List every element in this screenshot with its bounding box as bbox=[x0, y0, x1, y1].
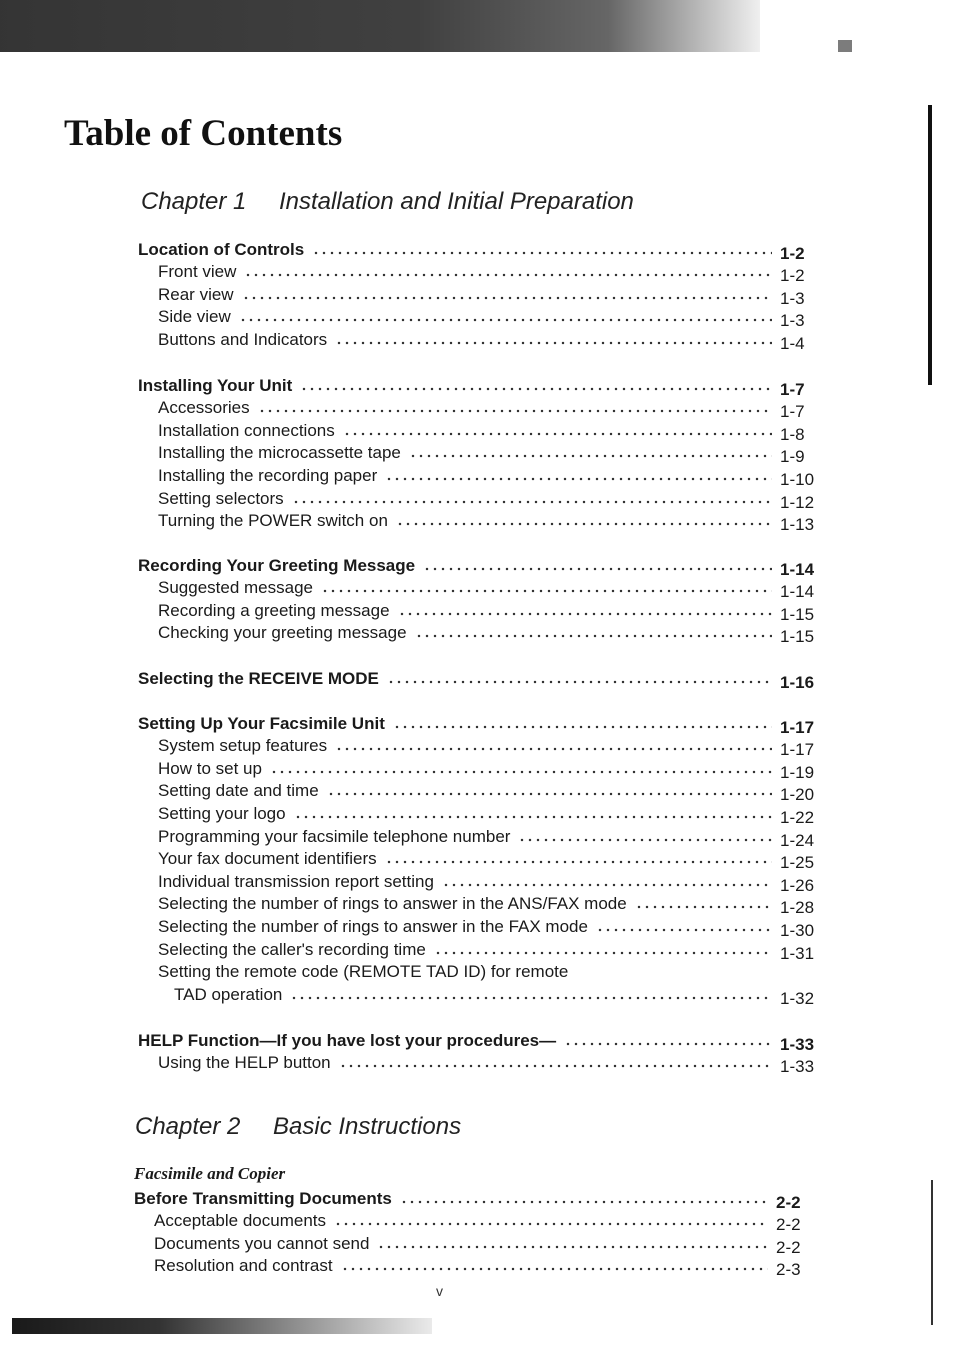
toc-entry[interactable] bbox=[138, 779, 828, 805]
toc-label: Installation connections bbox=[158, 420, 335, 440]
toc-entry[interactable] bbox=[138, 1051, 828, 1077]
chapter-2-heading bbox=[135, 1113, 835, 1141]
toc-label: Recording a greeting message bbox=[158, 600, 390, 620]
leader-dots bbox=[270, 763, 772, 775]
toc-entry[interactable] bbox=[138, 960, 828, 983]
toc-page: 1-12 bbox=[780, 492, 815, 512]
toc-entry[interactable] bbox=[138, 441, 828, 467]
toc-section-location-of-controls bbox=[138, 237, 828, 353]
leader-dots bbox=[327, 785, 772, 797]
leader-dots bbox=[442, 876, 772, 888]
toc-section-recording-greeting bbox=[138, 553, 828, 647]
toc-heading[interactable] bbox=[138, 553, 828, 579]
toc-page: 1-32 bbox=[780, 988, 815, 1008]
toc-label: Resolution and contrast bbox=[154, 1256, 333, 1276]
toc-label: Rear view bbox=[158, 284, 234, 304]
toc-label: Your fax document identifiers bbox=[158, 849, 377, 869]
leader-dots bbox=[334, 1215, 768, 1227]
toc-label: Front view bbox=[158, 262, 237, 282]
toc-label: Individual transmission report setting bbox=[158, 871, 434, 891]
chapter-number: Chapter 2 bbox=[135, 1113, 241, 1140]
toc-page: 1-25 bbox=[780, 853, 815, 873]
toc-entry[interactable] bbox=[138, 463, 828, 489]
toc-page: 1-7 bbox=[780, 402, 805, 422]
toc-entry-continuation[interactable] bbox=[138, 982, 828, 1008]
toc-label: Selecting the RECEIVE MODE bbox=[138, 668, 379, 688]
toc-page: 1-15 bbox=[780, 604, 815, 624]
leader-dots bbox=[409, 447, 772, 459]
toc-page: 1-7 bbox=[780, 379, 805, 399]
leader-dots bbox=[518, 831, 772, 843]
toc-label: Accessories bbox=[158, 398, 250, 418]
toc-page: 1-17 bbox=[780, 717, 815, 737]
leader-dots bbox=[396, 515, 772, 527]
leader-dots bbox=[321, 582, 772, 594]
toc-label: Location of Controls bbox=[138, 239, 305, 259]
leader-dots bbox=[385, 853, 772, 865]
toc-label: Setting your logo bbox=[158, 803, 286, 823]
leader-dots bbox=[339, 1057, 772, 1069]
toc-page: 1-8 bbox=[780, 424, 805, 444]
toc-label: Before Transmitting Documents bbox=[134, 1188, 392, 1208]
leader-dots bbox=[398, 605, 772, 617]
toc-page: 1-30 bbox=[780, 920, 815, 940]
toc-entry[interactable] bbox=[138, 305, 828, 331]
toc-label: Setting selectors bbox=[158, 488, 284, 508]
toc-page: 1-14 bbox=[780, 582, 815, 602]
toc-section-installing-your-unit bbox=[138, 373, 828, 535]
toc-heading[interactable] bbox=[138, 237, 828, 263]
toc-heading[interactable] bbox=[138, 373, 828, 399]
toc-page: 1-3 bbox=[780, 288, 805, 308]
leader-dots bbox=[385, 470, 772, 482]
scan-mark bbox=[838, 40, 852, 52]
scan-edge-top bbox=[0, 0, 760, 52]
chapter-1-heading bbox=[141, 188, 841, 216]
toc-page: 1-28 bbox=[780, 898, 815, 918]
toc-label: Installing Your Unit bbox=[138, 375, 293, 395]
leader-dots bbox=[343, 425, 772, 437]
toc-entry[interactable] bbox=[134, 1209, 824, 1235]
toc-label: How to set up bbox=[158, 758, 262, 778]
chapter-number: Chapter 1 bbox=[141, 188, 247, 215]
toc-page: 1-26 bbox=[780, 875, 815, 895]
toc-entry[interactable] bbox=[138, 847, 828, 873]
toc-page: 1-10 bbox=[780, 469, 815, 489]
toc-page: 1-19 bbox=[780, 762, 815, 782]
leader-dots bbox=[393, 718, 772, 730]
toc-page: 1-14 bbox=[780, 559, 815, 579]
toc-label: Installing the recording paper bbox=[158, 465, 378, 485]
toc-entry[interactable] bbox=[138, 576, 828, 602]
toc-heading[interactable] bbox=[138, 1028, 828, 1054]
leader-dots bbox=[335, 334, 772, 346]
toc-page: 1-22 bbox=[780, 807, 815, 827]
toc-page: 1-24 bbox=[780, 830, 815, 850]
toc-label: Checking your greeting message bbox=[158, 623, 407, 643]
toc-entry[interactable] bbox=[138, 801, 828, 827]
toc-entry[interactable] bbox=[138, 756, 828, 782]
toc-label: Documents you cannot send bbox=[154, 1233, 370, 1253]
section-subheading: Facsimile and Copier bbox=[134, 1164, 286, 1183]
toc-heading[interactable] bbox=[138, 711, 828, 737]
toc-label: Selecting the number of rings to answer in the ANS/FAX mode bbox=[158, 894, 627, 914]
toc-label: Buttons and Indicators bbox=[158, 329, 328, 349]
toc-label: Selecting the caller's recording time bbox=[158, 939, 426, 959]
leader-dots bbox=[415, 627, 772, 639]
toc-heading[interactable] bbox=[138, 666, 828, 692]
leader-dots bbox=[635, 898, 772, 910]
toc-page: 1-4 bbox=[780, 333, 805, 353]
toc-label: Side view bbox=[158, 307, 231, 327]
toc-entry[interactable] bbox=[138, 824, 828, 850]
leader-dots bbox=[290, 989, 772, 1001]
toc-entry[interactable] bbox=[138, 260, 828, 286]
toc-label: Recording Your Greeting Message bbox=[138, 555, 416, 575]
toc-label: Suggested message bbox=[158, 578, 313, 598]
scan-edge-bottom bbox=[12, 1318, 432, 1334]
toc-entry[interactable] bbox=[138, 486, 828, 512]
toc-page: 1-9 bbox=[780, 447, 805, 467]
toc-page: 1-16 bbox=[780, 672, 815, 692]
toc-page: 1-33 bbox=[780, 1034, 815, 1054]
toc-label: Selecting the number of rings to answer in the FAX mode bbox=[158, 916, 588, 936]
toc-label: Using the HELP button bbox=[158, 1053, 331, 1073]
leader-dots bbox=[258, 402, 772, 414]
toc-page: 1-2 bbox=[780, 266, 805, 286]
toc-label: TAD operation bbox=[174, 984, 283, 1004]
toc-entry[interactable] bbox=[138, 396, 828, 422]
leader-dots bbox=[294, 808, 772, 820]
toc-page: 2-2 bbox=[776, 1192, 801, 1212]
leader-dots bbox=[400, 1193, 768, 1205]
toc-page: 1-3 bbox=[780, 311, 805, 331]
toc-entry[interactable] bbox=[138, 869, 828, 895]
toc-entry[interactable] bbox=[138, 892, 828, 918]
toc-entry[interactable] bbox=[138, 914, 828, 940]
chapter-title: Installation and Initial Preparation bbox=[279, 188, 634, 215]
toc-page: 2-2 bbox=[776, 1215, 801, 1235]
toc-entry[interactable] bbox=[138, 418, 828, 444]
toc-entry[interactable] bbox=[138, 327, 828, 353]
leader-dots bbox=[377, 1238, 768, 1250]
toc-entry[interactable] bbox=[138, 734, 828, 760]
toc-page: 1-20 bbox=[780, 785, 815, 805]
toc-label: Installing the microcassette tape bbox=[158, 443, 401, 463]
page-title: Table of Contents bbox=[64, 113, 343, 154]
leader-dots bbox=[239, 311, 772, 323]
leader-dots bbox=[244, 266, 772, 278]
leader-dots bbox=[387, 673, 772, 685]
leader-dots bbox=[292, 493, 772, 505]
leader-dots bbox=[242, 289, 772, 301]
toc-label: Programming your facsimile telephone number bbox=[158, 826, 511, 846]
toc-heading[interactable] bbox=[134, 1186, 824, 1212]
leader-dots bbox=[564, 1035, 772, 1047]
toc-entry[interactable] bbox=[138, 621, 828, 647]
toc-entry[interactable] bbox=[138, 509, 828, 535]
toc-entry[interactable] bbox=[138, 282, 828, 308]
toc-label: Setting date and time bbox=[158, 781, 319, 801]
toc-entry[interactable] bbox=[138, 598, 828, 624]
toc-page: 1-17 bbox=[780, 740, 815, 760]
toc-label: Acceptable documents bbox=[154, 1211, 326, 1231]
toc-entry[interactable] bbox=[138, 937, 828, 963]
toc-label: Turning the POWER switch on bbox=[158, 511, 388, 531]
leader-dots bbox=[596, 921, 772, 933]
toc-section-before-transmitting bbox=[134, 1164, 824, 1280]
toc-page: 2-3 bbox=[776, 1260, 801, 1280]
toc-label: Setting the remote code (REMOTE TAD ID) for remote bbox=[158, 962, 569, 982]
toc-section-receive-mode bbox=[138, 666, 828, 692]
toc-page: 1-15 bbox=[780, 627, 815, 647]
footer-page-number: v bbox=[436, 1283, 443, 1299]
toc-page: 1-31 bbox=[780, 943, 815, 963]
toc-label: System setup features bbox=[158, 736, 328, 756]
leader-dots bbox=[434, 944, 772, 956]
toc-entry[interactable] bbox=[134, 1231, 824, 1257]
leader-dots bbox=[335, 740, 772, 752]
leader-dots bbox=[312, 244, 772, 256]
leader-dots bbox=[423, 560, 772, 572]
toc-entry[interactable] bbox=[134, 1254, 824, 1280]
toc-label: HELP Function—If you have lost your procedures— bbox=[138, 1030, 557, 1050]
scan-edge-right-lower bbox=[931, 1180, 933, 1325]
chapter-title: Basic Instructions bbox=[273, 1113, 462, 1140]
leader-dots bbox=[300, 380, 772, 392]
toc-page: 1-13 bbox=[780, 515, 815, 535]
toc-page: 2-2 bbox=[776, 1237, 801, 1257]
leader-dots bbox=[341, 1260, 768, 1272]
scan-edge-right bbox=[928, 105, 932, 385]
toc-section-setting-up bbox=[138, 711, 828, 1008]
toc-label: Setting Up Your Facsimile Unit bbox=[138, 713, 385, 733]
toc-page: 1-2 bbox=[780, 243, 805, 263]
toc-page: 1-33 bbox=[780, 1057, 815, 1077]
toc-section-help-function bbox=[138, 1028, 828, 1077]
